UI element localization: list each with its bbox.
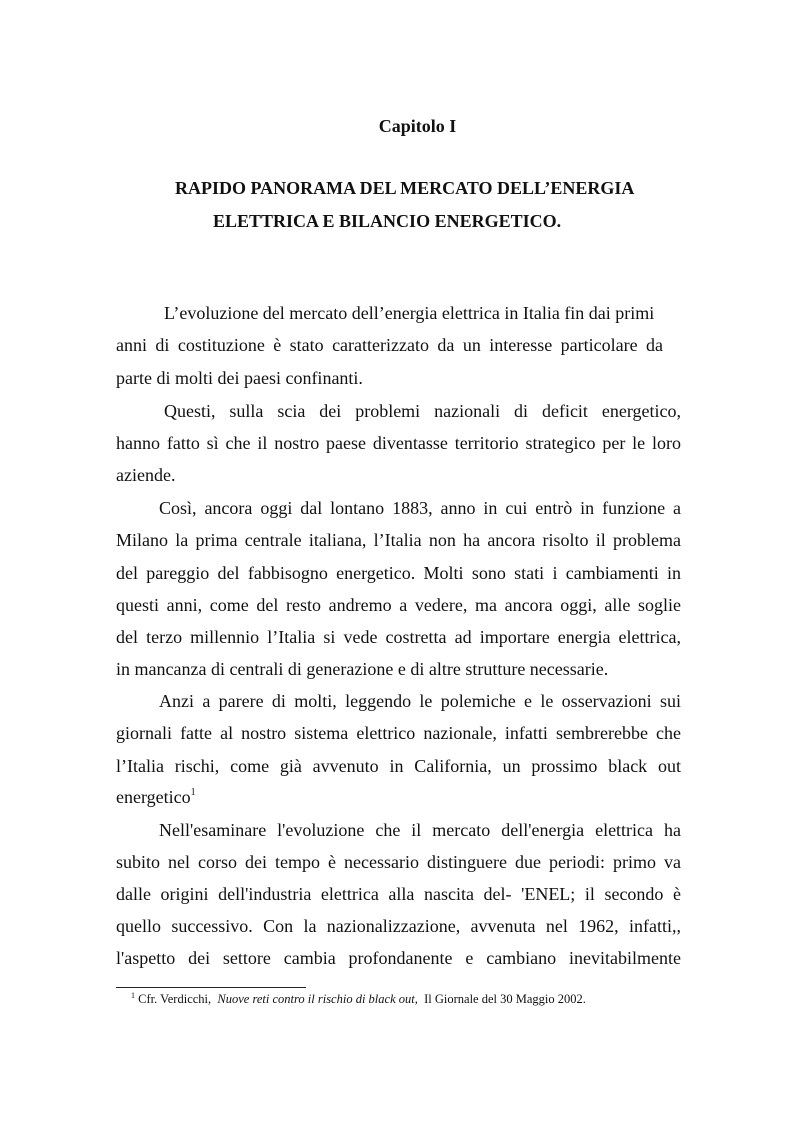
body-line: subito nel corso dei tempo è necessario distinguere due periodi: primo va bbox=[116, 852, 681, 872]
body-line: Milano la prima centrale italiana, l’Italia non ha ancora risolto il problema bbox=[116, 530, 681, 550]
body-line: questi anni, come del resto andremo a vedere, ma ancora oggi, alle soglie bbox=[116, 595, 681, 615]
chapter-heading: Capitolo I bbox=[378, 116, 457, 136]
body-line: in mancanza di centrali di generazione e di altre strutture necessarie. bbox=[116, 659, 609, 679]
body-line: l'aspetto dei settore cambia profondanente e cambiano inevitabilmente bbox=[116, 948, 681, 968]
body-line: dalle origini dell'industria elettrica alla nascita del- 'ENEL; il secondo è bbox=[116, 884, 681, 904]
footnote-prefix: Cfr. Verdicchi, bbox=[138, 992, 212, 1006]
body-line: aziende. bbox=[116, 465, 176, 485]
footnote-number: 1 bbox=[131, 991, 135, 1000]
body-line bbox=[116, 786, 196, 808]
chapter-title-line-2: ELETTRICA E BILANCIO ENERGETICO. bbox=[213, 211, 562, 231]
body-line: L’evoluzione del mercato dell’energia elettrica in Italia fin dai primi bbox=[164, 303, 655, 323]
body-line: parte di molti dei paesi confinanti. bbox=[116, 368, 363, 388]
body-line: Questi, sulla scia dei problemi nazionali di deficit energetico, bbox=[164, 401, 681, 421]
footnote-separator bbox=[116, 987, 306, 988]
footnote-suffix: Il Giornale del 30 Maggio 2002. bbox=[424, 992, 586, 1006]
body-line: Anzi a parere di molti, leggendo le polemiche e le osservazioni sui bbox=[159, 691, 681, 711]
body-line: giornali fatte al nostro sistema elettrico nazionale, infatti sembrerebbe che bbox=[116, 723, 681, 743]
body-line: anni di costituzione è stato caratterizzato da un interesse particolare da bbox=[116, 335, 663, 355]
body-line: del pareggio del fabbisogno energetico. Molti sono stati i cambiamenti in bbox=[116, 563, 681, 583]
chapter-title-line-1: RAPIDO PANORAMA DEL MERCATO DELL’ENERGIA bbox=[175, 178, 635, 198]
body-line: quello successivo. Con la nazionalizzazione, avvenuta nel 1962, infatti,, bbox=[116, 916, 681, 936]
body-line: del terzo millennio l’Italia si vede costretta ad importare energia elettrica, bbox=[116, 627, 681, 647]
body-line: l’Italia rischi, come già avvenuto in California, un prossimo black out bbox=[116, 756, 681, 776]
body-text: energetico bbox=[116, 787, 191, 807]
body-line: Nell'esaminare l'evoluzione che il mercato dell'energia elettrica ha bbox=[159, 820, 681, 840]
body-line: Così, ancora oggi dal lontano 1883, anno in cui entrò in funzione a bbox=[159, 498, 681, 518]
footnote-reference[interactable]: 1 bbox=[190, 787, 196, 798]
footnote-title: Nuove reti contro il rischio di black out, bbox=[217, 992, 418, 1006]
footnote bbox=[131, 992, 586, 1007]
body-line: hanno fatto sì che il nostro paese diventasse territorio strategico per le loro bbox=[116, 433, 681, 453]
